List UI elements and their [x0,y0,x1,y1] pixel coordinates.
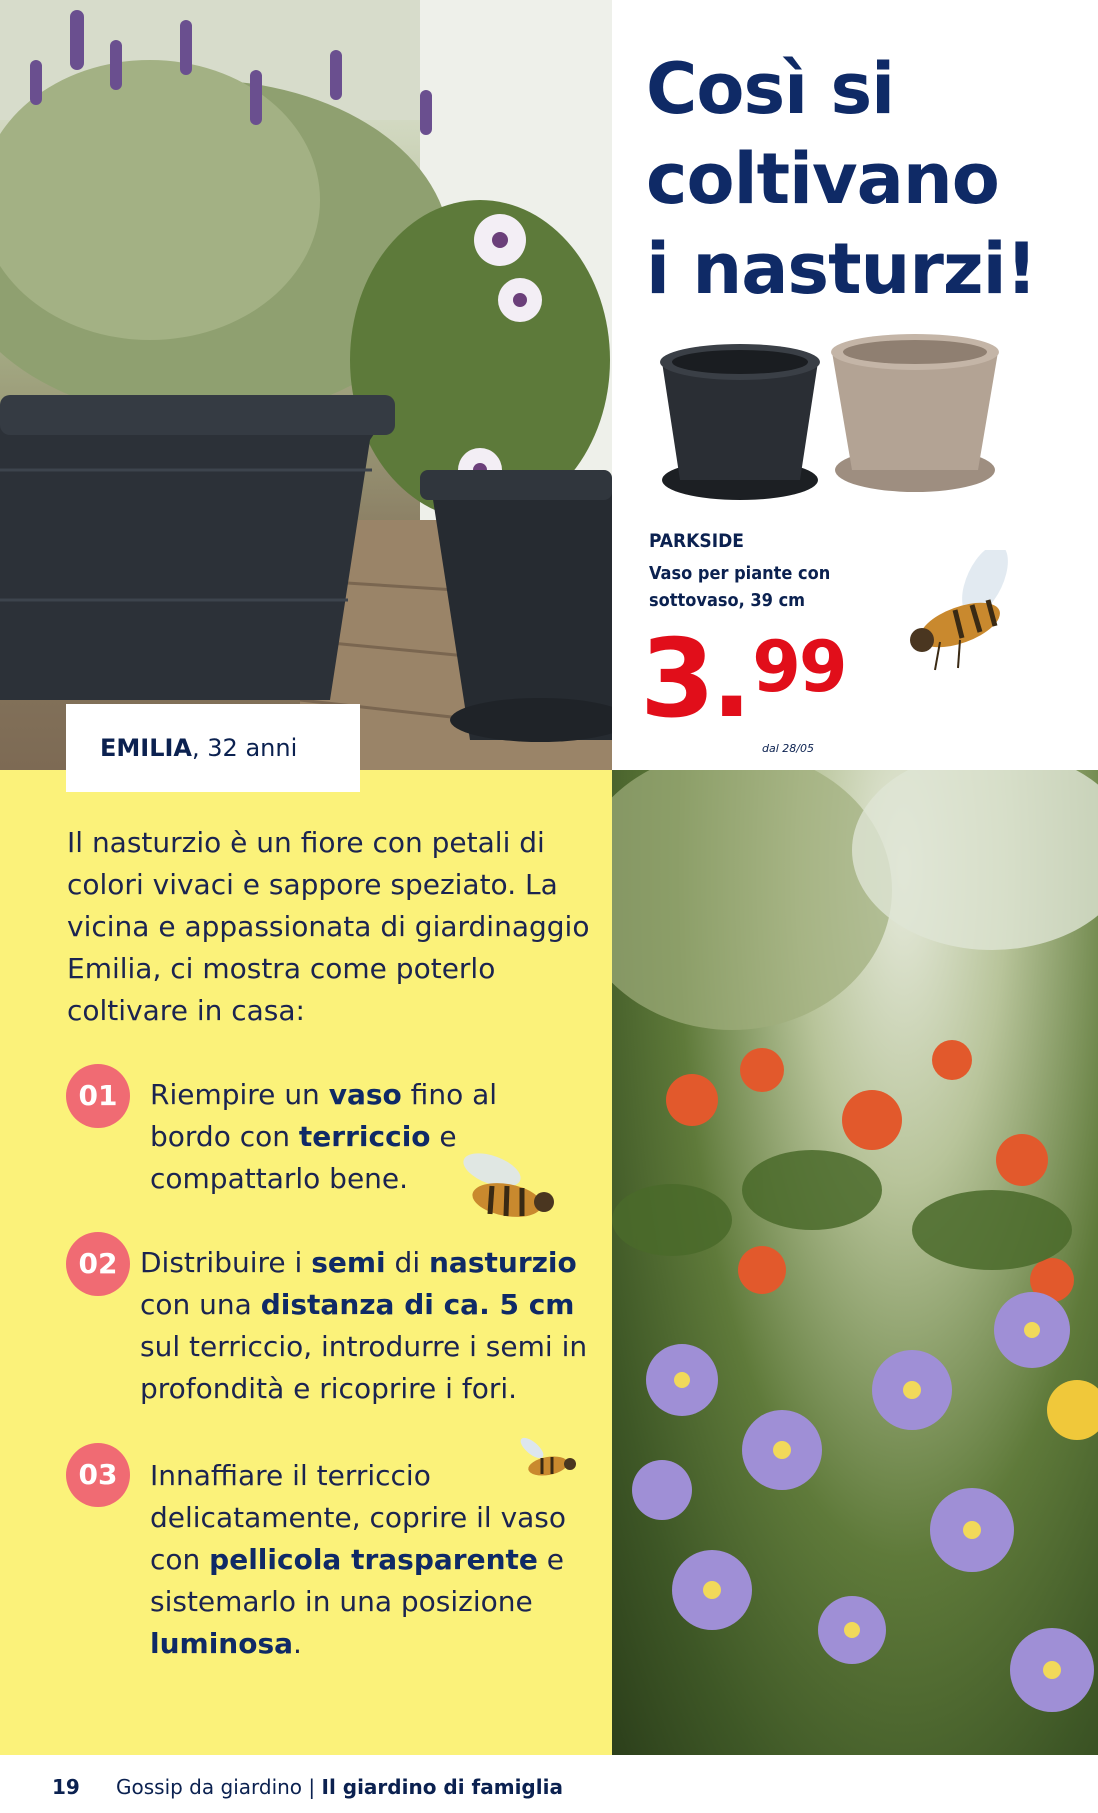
page-number: 19 [52,1775,80,1799]
price-separator: . [711,617,753,742]
price-date-note: dal 28/05 [762,742,814,755]
footer-section-label: Gossip da giardino | [116,1775,322,1799]
product-name-line-1: Vaso per piante con [649,563,831,584]
person-name-box [66,704,360,792]
person-age: , 32 anni [192,734,298,762]
footer-section [116,1775,563,1799]
bee-icon [452,1140,562,1250]
lavender-illustration [0,0,612,770]
step-2-bold: distanza di ca. 5 cm [260,1288,575,1321]
price-integer: 3 [640,617,712,742]
flowers-illustration [612,770,1098,1755]
step-2-bold: nasturzio [429,1246,577,1279]
step-3-bold: luminosa [150,1627,294,1660]
headline [646,44,1037,314]
black-pot-image [650,340,830,510]
product-brand: PARKSIDE [649,530,744,552]
step-1-part: e compattarlo bene. [150,1120,457,1195]
page-footer [0,1755,1098,1813]
step-2-part: di [385,1246,429,1279]
step-2-badge: 02 [66,1232,130,1296]
step-3-part: . [293,1627,302,1660]
taupe-pot-image [820,330,1010,500]
product-name-line-2: sottovaso, 39 cm [649,590,806,611]
bee-icon [514,1432,584,1492]
step-2-part: Distribuire i [140,1246,312,1279]
step-2-part: sul terriccio, introdurre i semi in profondità e ricoprire i fori. [140,1330,588,1405]
headline-line-2: coltivano [646,138,999,220]
nasturtium-viola-photo [612,770,1098,1755]
person-name: EMILIA [100,734,193,762]
lavender-pots-photo [0,0,612,770]
product-name [649,560,889,614]
footer-section-title: Il giardino di famiglia [321,1775,563,1799]
person-caption [100,734,297,762]
step-3-part: e sistemarlo in una posizione [150,1543,565,1618]
step-1-badge: 01 [66,1064,130,1128]
price-cents: 99 [752,626,846,708]
step-3-part: Innaffiare il terriccio delicatamente, coprire il vaso con [150,1459,567,1576]
step-3-badge: 03 [66,1443,130,1507]
step-1-bold: vaso [328,1078,402,1111]
step-2-part: con una [140,1288,261,1321]
bee-icon [900,550,1030,680]
headline-line-1: Così si [646,48,895,130]
step-1-part: Riempire un [150,1078,329,1111]
step-1-part: fino al bordo con [150,1078,498,1153]
price [640,617,846,742]
step-1-bold: terriccio [298,1120,431,1153]
step-3-bold: pellicola trasparente [209,1543,538,1576]
step-2-text [140,1242,600,1410]
intro-text: Il nasturzio è un fiore con petali di colori vivaci e sappore speziato. La vicina e appassionata di giardinaggio Emilia, ci mostra come poterlo coltivare in casa: [67,826,590,1027]
headline-line-3: i nasturzi! [646,228,1037,310]
step-2-bold: semi [311,1246,386,1279]
